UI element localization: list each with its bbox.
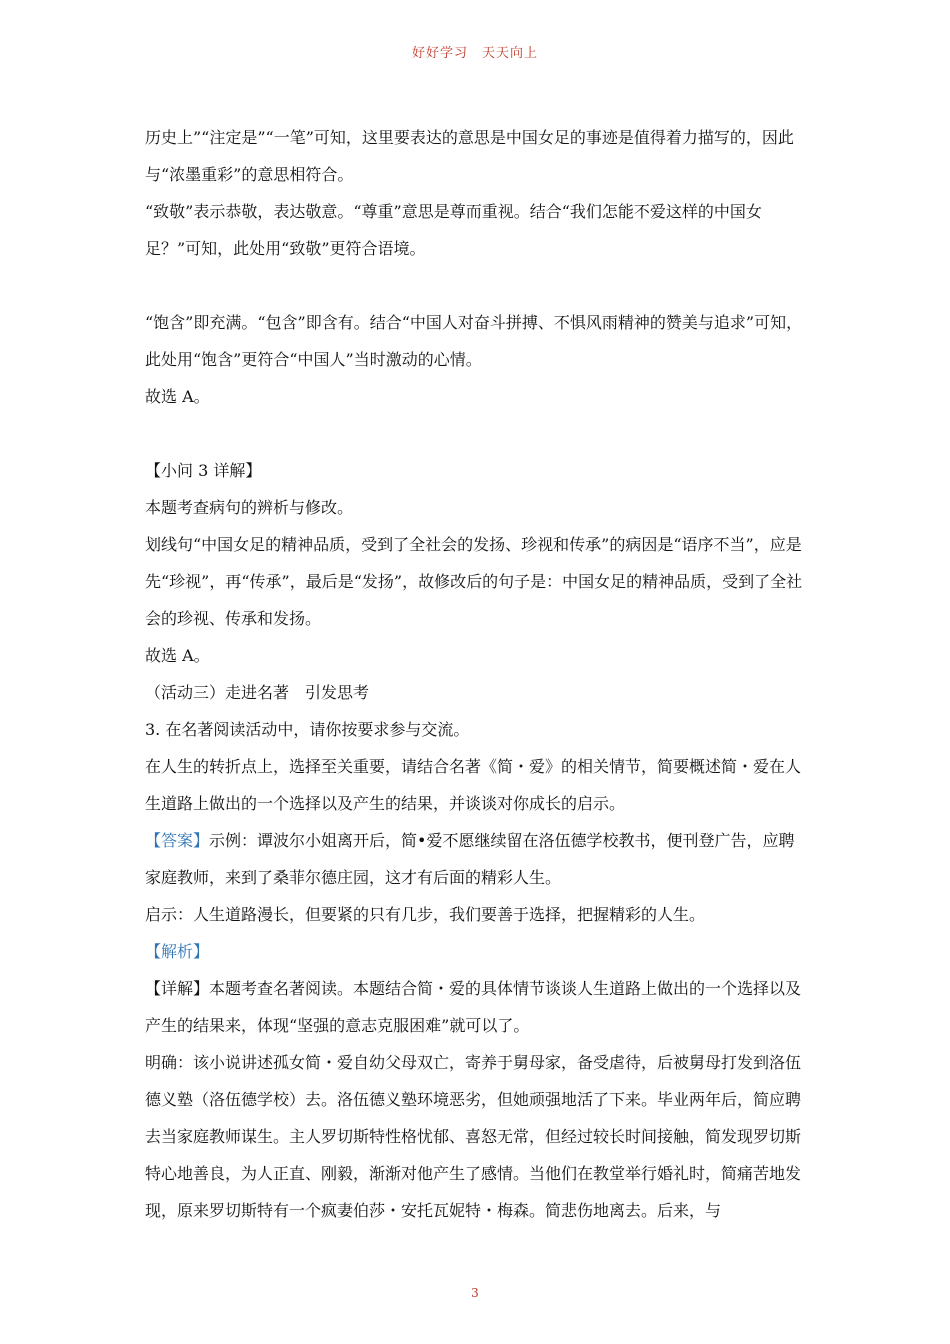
question-3: 3. 在名著阅读活动中，请你按要求参与交流。	[145, 720, 470, 739]
answer-text: 示例：谭波尔小姐离开后，简•爱不愿继续留在洛伍德学校教书，便刊登广告，应聘家庭教师，来到了桑菲尔德庄园，这才有后面的精彩人生。	[145, 831, 795, 887]
paragraph-baohan: “饱含”即充满。“包含”即含有。结合“中国人对奋斗拼搏、不惧风雨精神的赞美与追求”可知，此处用“饱含”更符合“中国人”当时激动的心情。	[145, 313, 803, 369]
page-number: 3	[471, 1286, 479, 1300]
answer-label: 【答案】	[145, 831, 210, 850]
paragraph-sentence-analysis: 划线句“中国女足的精神品质，受到了全社会的发扬、珍视和传承”的病因是“语序不当”，应是先“珍视”，再“传承”，最后是“发扬”，故修改后的句子是：中国女足的精神品质，受到了全社会的珍视、传承和发扬。	[145, 535, 803, 628]
spacer	[145, 415, 810, 452]
paragraph-topic: 本题考查病句的辨析与修改。	[145, 498, 354, 517]
analysis-label: 【解析】	[145, 942, 210, 961]
answer-choice-2: 故选 A。	[145, 646, 210, 665]
answer-choice-1: 故选 A。	[145, 387, 210, 406]
clarify-paragraph: 明确：该小说讲述孤女简・爱自幼父母双亡，寄养于舅母家，备受虐待，后被舅母打发到洛伍德义塾（洛伍德学校）去。洛伍德义塾环境恶劣，但她顽强地活了下来。毕业两年后，简应聘去当家庭教师谋生。主人罗切斯特性格忧郁、喜怒无常，但经过较长时间接触，简发现罗切斯特心地善良，为人正直、刚毅，渐渐对他产生了感情。当他们在教堂举行婚礼时，简痛苦地发现，原来罗切斯特有一个疯妻伯莎・安托瓦妮特・梅森。简悲伤地离去。后来，与	[145, 1053, 802, 1220]
document-body	[145, 119, 810, 1229]
question-3-prompt: 在人生的转折点上，选择至关重要，请结合名著《简・爱》的相关情节，简要概述简・爱在人生道路上做出的一个选择以及产生的结果，并谈谈对你成长的启示。	[145, 757, 802, 813]
answer-paragraph	[145, 822, 810, 896]
insight-paragraph: 启示：人生道路漫长，但要紧的只有几步，我们要善于选择，把握精彩的人生。	[145, 905, 706, 924]
subquestion-3-heading: 【小问 3 详解】	[145, 461, 262, 480]
page-header: 好好学习 天天向上	[411, 46, 538, 61]
spacer	[145, 267, 810, 304]
paragraph-nongmo: 历史上”“注定是”“一笔”可知，这里要表达的意思是中国女足的事迹是值得着力描写的，因此与“浓墨重彩”的意思相符合。	[145, 128, 794, 184]
activity-3-heading: （活动三）走进名著 引发思考	[145, 683, 370, 702]
detail-paragraph: 【详解】本题考查名著阅读。本题结合简・爱的具体情节谈谈人生道路上做出的一个选择以及产生的结果来，体现“坚强的意志克服困难”就可以了。	[145, 979, 802, 1035]
paragraph-zhijing: “致敬”表示恭敬，表达敬意。“尊重”意思是尊而重视。结合“我们怎能不爱这样的中国女足？”可知，此处用“致敬”更符合语境。	[145, 202, 762, 258]
